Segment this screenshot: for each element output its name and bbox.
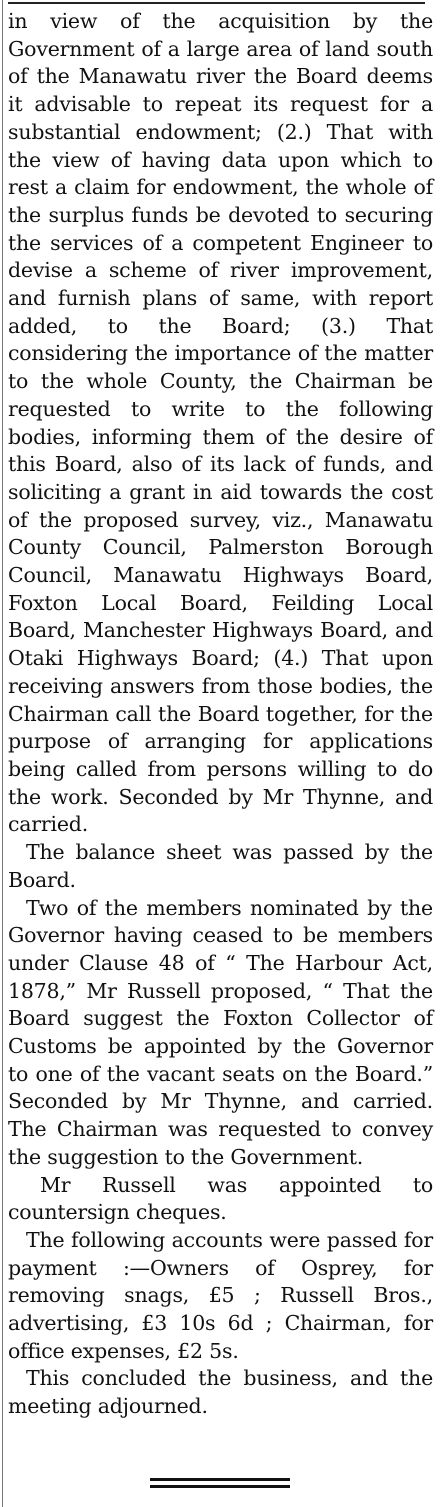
column-divider-line [2, 0, 3, 1507]
paragraph-accounts: The following accounts were passed for payment :—Owners of Osprey, for removing snags, £5 ; Russell Bros., advertising, £3 10s 6d ; Chairman, for office expenses, £2 5s. [8, 1227, 433, 1363]
article-column [8, 8, 433, 1421]
paragraph-governor-nominees: Two of the members nominated by the Governor having ceased to be members under Clause 48 of “ The Harbour Act, 1878,” Mr Russell proposed, “ That the Board suggest the Foxton Collector of Customs be appointed by the Governor to one of the vacant seats on the Board.” Seconded by Mr Thynne, and carried. The Chairman was requested to convey the suggestion to the Government. [8, 895, 433, 1169]
end-of-article-rule [150, 1478, 290, 1492]
end-rule-line [150, 1485, 290, 1488]
top-rule [8, 2, 425, 4]
end-rule-line [150, 1478, 290, 1481]
paragraph-cheques: Mr Russell was appointed to countersign cheques. [8, 1172, 433, 1225]
paragraph-balance-sheet: The balance sheet was passed by the Board. [8, 840, 433, 892]
paragraph-conclusion: This concluded the business, and the meeting adjourned. [8, 1366, 433, 1419]
paragraph-motion-continued: in view of the acquisition by the Government of a large area of land south of the Manawatu river the Board deems it advisable to repeat its request for a substantial endowment; (2.) That with the view of having data upon which to rest a claim for endowment, the whole of the surplus funds be devoted to securing the services of a competent Engineer to devise a scheme of river improvement, and furnish plans of same, with report added, to the Board; (3.) That considering the importance of the matter to the whole County, the Chairman be requested to write to the following bodies, informing them of the desire of this Board, also of its lack of funds, and soliciting a grant in aid towards the cost of the proposed survey, viz., Manawatu County Council, Palmerston Borough Council, Manawatu Highways Board, Foxton Local Board, Feilding Local Board, Manchester Highways Board, and Otaki Highways Board; (4.) That upon receiving answers from those bodies, the Chairman call the Board together, for the purpose of arranging for applications being called from persons willing to do the work. Seconded by Mr Thynne, and carried. [8, 9, 433, 837]
